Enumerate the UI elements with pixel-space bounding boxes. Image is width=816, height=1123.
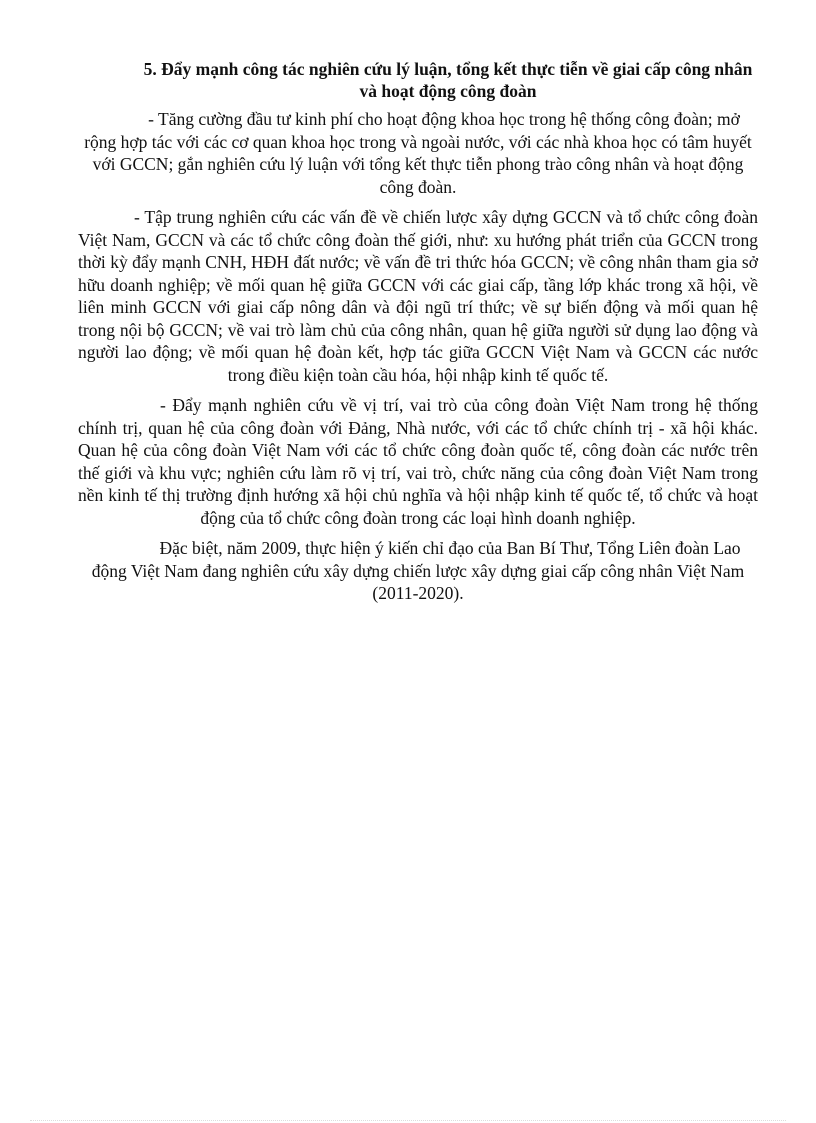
paragraph-strategy-2009 [78, 537, 758, 605]
paragraph-research-topics [78, 206, 758, 386]
page-bottom-divider [30, 1120, 786, 1121]
paragraph-text: - Tập trung nghiên cứu các vấn đề về chiến lược xây dựng GCCN và tổ chức công đoàn Việt Nam, GCCN và các tổ chức công đoàn thế giới, như: xu hướng phát triển của GCCN trong thời kỳ đẩy mạnh CNH, HĐH đất nước; về vấn đề tri thức hóa GCCN; về công nhân tham gia sở hữu doanh nghiệp; về mối quan hệ giữa GCCN với các giai cấp, tầng lớp khác trong xã hội, về liên minh GCCN với giai cấp nông dân và đội ngũ trí thức; về sự biến động và mối quan hệ trong nội bộ GCCN; về vai trò làm chủ của công nhân, quan hệ giữa người sử dụng lao động và người lao động; về mối quan hệ đoàn kết, hợp tác giữa GCCN Việt Nam và GCCN các nước trong điều kiện toàn cầu hóa, hội nhập kinh tế quốc tế. [78, 207, 758, 385]
paragraph-science-funding [78, 108, 758, 198]
paragraph-text: - Đẩy mạnh nghiên cứu về vị trí, vai trò của công đoàn Việt Nam trong hệ thống chính trị, quan hệ của công đoàn với Đảng, Nhà nước, với các tổ chức chính trị - xã hội khác. Quan hệ của công đoàn Việt Nam với các tổ chức công đoàn quốc tế, công đoàn các nước trên thế giới và khu vực; nghiên cứu làm rõ vị trí, vai trò, chức năng của công đoàn Việt Nam trong nền kinh tế thị trường định hướng xã hội chủ nghĩa và hội nhập kinh tế quốc tế, tổ chức và hoạt động của tổ chức công đoàn trong các loại hình doanh nghiệp. [78, 395, 758, 528]
paragraph-union-role [78, 394, 758, 529]
section-heading: 5. Đẩy mạnh công tác nghiên cứu lý luận, tổng kết thực tiễn về giai cấp công nhân và hoạt động công đoàn [143, 59, 753, 101]
paragraph-text: - Tăng cường đầu tư kinh phí cho hoạt động khoa học trong hệ thống công đoàn; mở rộng hợp tác với các cơ quan khoa học trong và ngoài nước, với các nhà khoa học có tâm huyết với GCCN; gắn nghiên cứu lý luận với tổng kết thực tiễn phong trào công nhân và hoạt động công đoàn. [84, 109, 752, 197]
paragraph-text: Đặc biệt, năm 2009, thực hiện ý kiến chỉ đạo của Ban Bí Thư, Tổng Liên đoàn Lao động Việt Nam đang nghiên cứu xây dựng chiến lược xây dựng giai cấp công nhân Việt Nam (2011-2020). [91, 538, 745, 603]
document-page [78, 58, 758, 613]
